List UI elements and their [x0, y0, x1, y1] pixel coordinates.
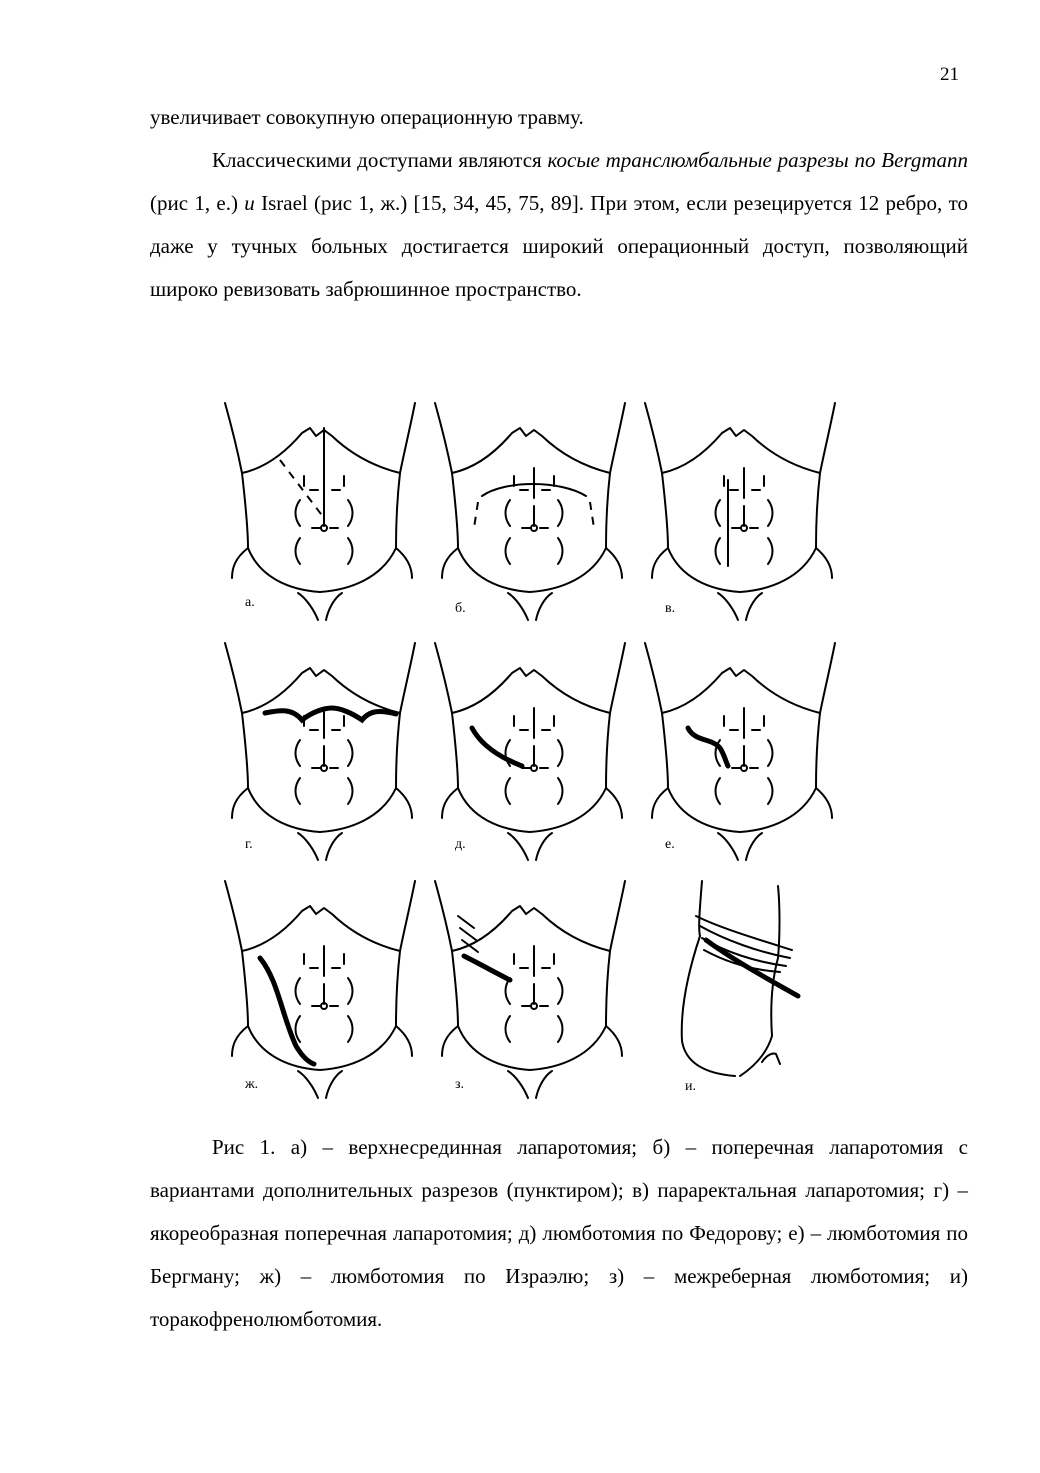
figure-panel-d [435, 643, 625, 860]
figure-panel-e [645, 643, 835, 860]
figure-label-d: д. [455, 837, 466, 852]
paragraph-2-italic1: косые транслюмбальные разрезы по Bergmann [547, 148, 968, 172]
figure-panel-i [682, 881, 798, 1094]
paragraph-1-text: увеличивает совокупную операционную травму. [150, 105, 584, 129]
figure-panel-a [225, 403, 415, 620]
figure-label-v: в. [665, 601, 676, 616]
figure-label-z: з. [455, 1077, 465, 1092]
figure-label-zh: ж. [245, 1077, 259, 1092]
figure-panel-z [435, 881, 625, 1098]
figure-panel-v [645, 403, 835, 620]
paragraph-2-part3: Israel (рис 1, ж.) [15, 34, 45, 75, 89]. При этом, если резецируется 12 ребро, то даже у тучных больных достигается широкий операционный доступ, позволяющий широко ревизовать забрюшинное пространство. [150, 191, 968, 301]
figure-label-g: г. [245, 837, 253, 852]
figure-caption-text: Рис 1. а) – верхнесрединная лапаротомия; б) – поперечная лапаротомия с вариантами дополнительных разрезов (пунктиром); в) параректальная лапаротомия; г) – якореобразная поперечная лапаротомия; д) люмботомия по Федорову; е) – люмботомия по Бергману; ж) – люмботомия по Израэлю; з) – межреберная люмботомия; и) торакофренолюмботомия. [150, 1135, 968, 1331]
figure-panel-b [435, 403, 625, 620]
paragraph-1 [150, 96, 968, 139]
figure-label-i: и. [685, 1079, 696, 1094]
figure-label-a: а. [245, 595, 255, 610]
paragraph-2-part1: Классическими доступами являются [212, 148, 548, 172]
paragraph-2-text [150, 139, 968, 311]
figure-label-b: б. [455, 601, 466, 616]
figure-incisions [220, 398, 840, 1108]
figure-panel-g [225, 643, 415, 860]
figure-label-e: е. [665, 837, 675, 852]
paragraph-2 [150, 139, 968, 311]
paragraph-2-part2: (рис 1, е.) [150, 191, 245, 215]
figure-panel-zh [225, 881, 415, 1098]
figure-caption [150, 1126, 968, 1341]
paragraph-2-italic2: и [244, 191, 255, 215]
page-number: 21 [940, 64, 959, 85]
